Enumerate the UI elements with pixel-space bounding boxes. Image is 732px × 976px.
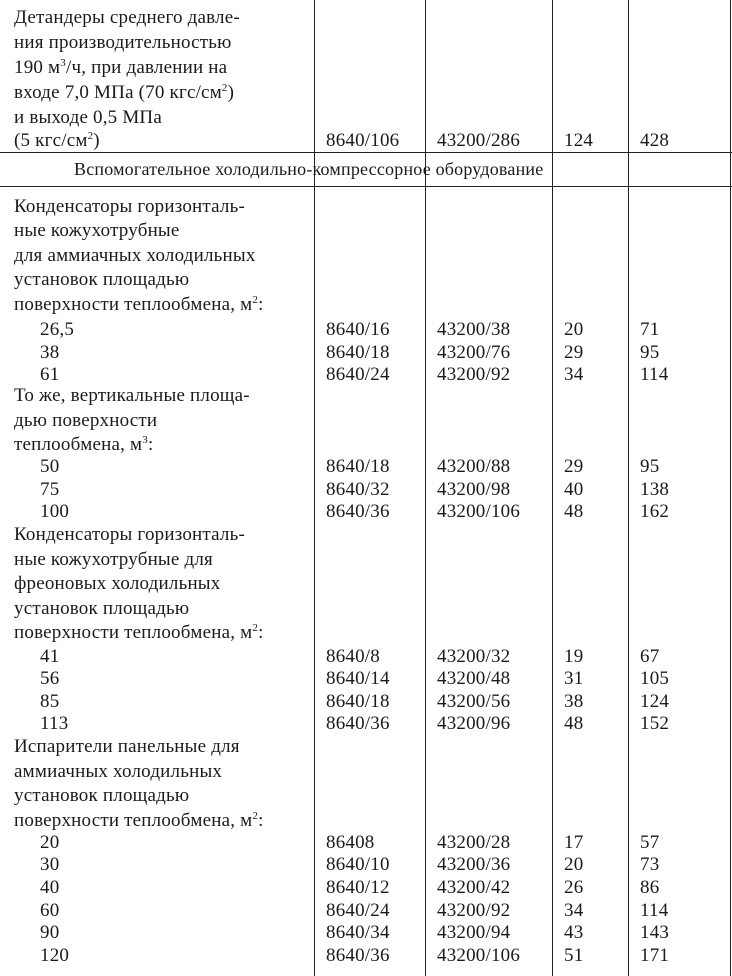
value-cell: 43200/106 <box>437 945 521 966</box>
value-cell: 43200/94 <box>437 922 511 943</box>
value-cell: 8640/18 <box>326 456 390 477</box>
description-line: (5 кгс/$см^2$) <box>14 130 100 151</box>
size-cell: 40 <box>40 877 60 898</box>
value-cell: 57 <box>640 832 660 853</box>
size-cell: 113 <box>40 713 69 734</box>
value-cell: 86 <box>640 877 660 898</box>
value-cell: 43200/32 <box>437 646 511 667</box>
value-cell: 105 <box>640 668 670 689</box>
value-cell: 8640/8 <box>326 646 380 667</box>
value-cell: 8640/24 <box>326 364 390 385</box>
value-cell: 48 <box>564 713 584 734</box>
value-cell: 20 <box>564 854 584 875</box>
value-cell: 428 <box>640 130 670 151</box>
value-cell: 8640/18 <box>326 691 390 712</box>
description-line: дью поверхности <box>14 410 158 431</box>
value-cell: 34 <box>564 364 584 385</box>
description-line: 190 $м^3/ч$, при давлении на <box>14 57 228 78</box>
value-cell: 43200/28 <box>437 832 511 853</box>
value-cell: 26 <box>564 877 584 898</box>
value-cell: 29 <box>564 342 584 363</box>
description-line: входе 7,0 МПа (70 кгс/$см^2$) <box>14 82 235 103</box>
value-cell: 171 <box>640 945 670 966</box>
value-cell: 8640/12 <box>326 877 390 898</box>
value-cell: 67 <box>640 646 660 667</box>
value-cell: 19 <box>564 646 584 667</box>
value-cell: 8640/34 <box>326 922 390 943</box>
description-line: Испарители панельные для <box>14 736 240 757</box>
value-cell: 43200/42 <box>437 877 511 898</box>
value-cell: 43200/48 <box>437 668 511 689</box>
description-line: теплообмена, $м^3$: <box>14 434 154 455</box>
value-cell: 8640/106 <box>326 130 400 151</box>
value-cell: 152 <box>640 713 670 734</box>
value-cell: 43200/36 <box>437 854 511 875</box>
description-line: То же, вертикальные площа- <box>14 385 250 406</box>
value-cell: 40 <box>564 479 584 500</box>
size-cell: 20 <box>40 832 60 853</box>
description-line: аммиачных холодильных <box>14 761 223 782</box>
column-divider <box>552 0 553 976</box>
value-cell: 31 <box>564 668 584 689</box>
value-cell: 34 <box>564 900 584 921</box>
description-line: для аммиачных холодильных <box>14 245 256 266</box>
value-cell: 73 <box>640 854 660 875</box>
size-cell: 120 <box>40 945 70 966</box>
value-cell: 48 <box>564 501 584 522</box>
size-cell: 85 <box>40 691 60 712</box>
description-line: Конденсаторы горизонталь- <box>14 196 245 217</box>
value-cell: 8640/36 <box>326 713 390 734</box>
description-line: ные кожухотрубные для <box>14 549 213 570</box>
size-cell: 90 <box>40 922 60 943</box>
description-line: установок площадью <box>14 269 190 290</box>
value-cell: 95 <box>640 342 660 363</box>
description-line: Конденсаторы горизонталь- <box>14 524 245 545</box>
value-cell: 114 <box>640 364 669 385</box>
value-cell: 8640/14 <box>326 668 390 689</box>
value-cell: 8640/18 <box>326 342 390 363</box>
description-line: ния производительностью <box>14 32 232 53</box>
value-cell: 17 <box>564 832 584 853</box>
description-line: поверхности теплообмена, $м^2$: <box>14 810 264 831</box>
size-cell: 26,5 <box>40 319 75 340</box>
value-cell: 86408 <box>326 832 375 853</box>
description-line: установок площадью <box>14 598 190 619</box>
value-cell: 143 <box>640 922 670 943</box>
value-cell: 8640/24 <box>326 900 390 921</box>
size-cell: 50 <box>40 456 60 477</box>
value-cell: 43200/286 <box>437 130 521 151</box>
size-cell: 60 <box>40 900 60 921</box>
column-divider <box>425 0 426 976</box>
value-cell: 124 <box>564 130 594 151</box>
value-cell: 29 <box>564 456 584 477</box>
description-line: и выходе 0,5 МПа <box>14 107 162 128</box>
row-divider <box>0 186 732 187</box>
value-cell: 124 <box>640 691 670 712</box>
description-line: Детандеры среднего давле- <box>14 7 240 28</box>
description-line: поверхности теплообмена, $м^2$: <box>14 622 264 643</box>
size-cell: 75 <box>40 479 60 500</box>
value-cell: 114 <box>640 900 669 921</box>
description-line: ные кожухотрубные <box>14 220 180 241</box>
description-line: поверхности теплообмена, $м^2$: <box>14 294 264 315</box>
size-cell: 56 <box>40 668 60 689</box>
size-cell: 30 <box>40 854 60 875</box>
column-divider <box>730 0 731 976</box>
value-cell: 20 <box>564 319 584 340</box>
value-cell: 43200/98 <box>437 479 511 500</box>
value-cell: 43200/106 <box>437 501 521 522</box>
value-cell: 8640/16 <box>326 319 390 340</box>
size-cell: 61 <box>40 364 60 385</box>
section-title: Вспомогательное холодильно-компрессорное оборудование <box>74 159 544 179</box>
size-cell: 41 <box>40 646 60 667</box>
value-cell: 8640/10 <box>326 854 390 875</box>
value-cell: 8640/32 <box>326 479 390 500</box>
value-cell: 43200/56 <box>437 691 511 712</box>
value-cell: 43200/76 <box>437 342 511 363</box>
size-cell: 38 <box>40 342 60 363</box>
value-cell: 43200/92 <box>437 364 511 385</box>
value-cell: 138 <box>640 479 670 500</box>
value-cell: 43200/92 <box>437 900 511 921</box>
value-cell: 95 <box>640 456 660 477</box>
value-cell: 8640/36 <box>326 945 390 966</box>
value-cell: 51 <box>564 945 584 966</box>
value-cell: 71 <box>640 319 660 340</box>
description-line: установок площадью <box>14 785 190 806</box>
value-cell: 43200/96 <box>437 713 511 734</box>
description-line: фреоновых холодильных <box>14 573 221 594</box>
column-divider <box>628 0 629 976</box>
value-cell: 43 <box>564 922 584 943</box>
column-divider <box>314 0 315 976</box>
value-cell: 43200/38 <box>437 319 511 340</box>
value-cell: 43200/88 <box>437 456 511 477</box>
value-cell: 8640/36 <box>326 501 390 522</box>
size-cell: 100 <box>40 501 70 522</box>
value-cell: 162 <box>640 501 670 522</box>
value-cell: 38 <box>564 691 584 712</box>
